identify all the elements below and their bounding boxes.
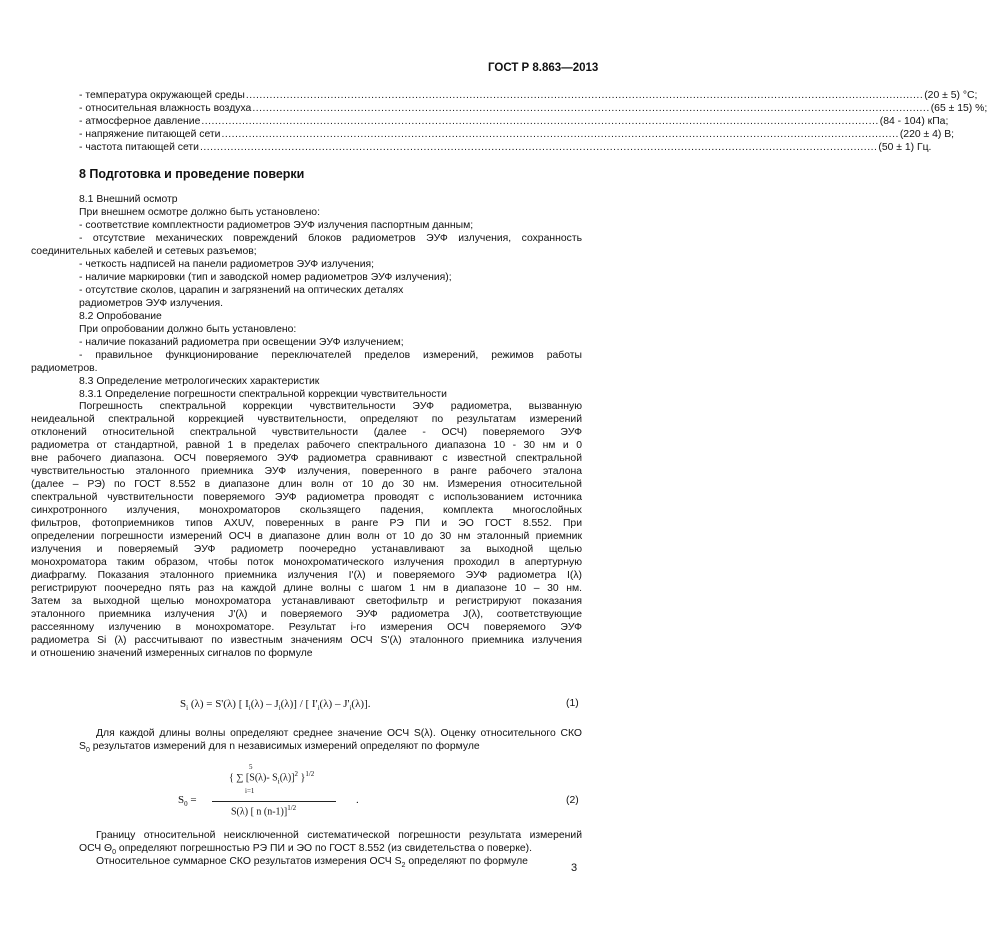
text-line: При внешнем осмотре должно быть установлено: (79, 207, 320, 218)
text-line: спектральной чувствительности поверяемого ЭУФ радиометра проводят с использованием источника (31, 492, 582, 503)
text-line: излучения и поверяемый ЭУФ радиометр поочередно устанавливают за выходной щелью (31, 544, 582, 555)
text-line: рассеянному излучению в монохроматоре. Результат i-го измерения ОСЧ поверяемого ЭУФ (31, 622, 582, 633)
condition-row (79, 129, 955, 140)
condition-row (79, 90, 978, 101)
text-line: - наличие маркировки (тип и заводской номер радиометров ЭУФ излучения); (79, 272, 452, 283)
condition-label: - частота питающей сети (79, 142, 199, 153)
condition-value: (84 - 104) кПа; (879, 116, 949, 127)
sum-lower-limit: i=1 (245, 787, 255, 795)
text-line: - правильное функционирование переключателей пределов измерений, режимов работы (79, 350, 582, 361)
equation-1: $S_i$ (λ) = S'(λ) [ $I_i(\lambda) - J_i(\lambda)$] / [ $I'_i(\lambda) - J'_i(\lambda)$]. (180, 698, 371, 713)
condition-value: (220 ± 4) В; (899, 129, 955, 140)
text-line: При опробовании должно быть установлено: (79, 324, 297, 335)
text-line: 8.1 Внешний осмотр (79, 194, 178, 205)
sum-upper-limit: 5 (249, 763, 253, 771)
condition-row (79, 103, 987, 114)
text-line: - четкость надписей на панели радиометров ЭУФ излучения; (79, 259, 375, 270)
text-line: диафрагму. Показания эталонного приемника излучения I'(λ) и поверяемого ЭУФ радиометра I(λ) (31, 570, 582, 581)
text-line: неидеальной спектральной коррекцией чувствительности, определяют по результатам измерений (31, 414, 582, 425)
text-line: вне рабочего диапазона. ОСЧ поверяемого ЭУФ радиометра сравнивают с известной спектральной (31, 453, 582, 464)
text-line: - отсутствие механических повреждений блоков радиометров ЭУФ излучения, сохранность (79, 233, 582, 244)
text-line: и отношению значений измеренных сигналов по формуле (31, 648, 313, 659)
equation-2-dot: . (356, 794, 359, 806)
text-line: - соответствие комплектности радиометров ЭУФ излучения паспортным данным; (79, 220, 474, 231)
text-line: отклонений относительной спектральной чувствительности (далее - ОСЧ) поверяемого ЭУФ (31, 427, 582, 438)
condition-value: (65 ± 15) %; (930, 103, 987, 114)
text-line: регистрируют поочередно пять раз на каждой длине волны с шагом 1 нм в диапазоне 10 – 30 нм. (31, 583, 582, 594)
text-line: (далее – РЭ) по ГОСТ 8.552 в диапазоне длин волн от 10 до 30 нм. Измерения относительной (31, 479, 582, 490)
text-line: монохроматора таким образом, чтобы поток монохроматического излучения проходил в апертурную (31, 557, 582, 568)
text-line: радиометра от стандартной, равной 1 в пределах рабочего спектрального диапазона 10 - 30 нм и 0 (31, 440, 582, 451)
closing-line-2: ОСЧ $\Theta_0$ определяют погрешностью РЭ ПИ и ЭО по ГОСТ 8.552 (из свидетельства о поверке). (79, 843, 532, 857)
condition-label: - атмосферное давление (79, 116, 201, 127)
condition-row (79, 116, 949, 127)
leader-dots: ........................................................................................................................................................................................................ (201, 116, 879, 127)
text-line: радиометра Si (λ) рассчитывают по известным значениям ОСЧ S'(λ) эталонного приемника излучения (31, 635, 582, 646)
after-eq1-line-2: $S_0$ результатов измерений для n независимых измерений определяют по формуле (79, 741, 480, 755)
document-header: ГОСТ Р 8.863—2013 (488, 62, 599, 74)
equation-2-numerator: { ∑ [S(λ)- $S_i(\lambda)]^2$ }$^{1/2}$ (229, 770, 315, 786)
condition-row (79, 142, 932, 153)
leader-dots: ........................................................................................................................................................................................................ (245, 90, 924, 101)
equation-2-denominator: S(λ) [ n (n-1)]$^{1/2}$ (231, 804, 297, 818)
condition-label: - температура окружающей среды (79, 90, 245, 101)
page-number: 3 (571, 862, 578, 874)
text-line: Затем за выходной щелью монохроматора устанавливают светофильтр и регистрируют показания (31, 596, 582, 607)
text-line: - наличие показаний радиометра при освещении ЭУФ излучением; (79, 337, 404, 348)
text-line: - отсутствие сколов, царапин и загрязнений на оптических деталях (79, 285, 404, 296)
fraction-bar (212, 801, 336, 802)
equation-2-lhs: $S_0$ = (178, 794, 197, 809)
after-eq1-line-1: Для каждой длины волны определяют среднее значение ОСЧ S(λ). Оценку относительного СКО (96, 728, 582, 739)
section-title: 8 Подготовка и проведение поверки (79, 167, 305, 181)
text-line: Погрешность спектральной коррекции чувствительности ЭУФ радиометра, вызванную (79, 401, 582, 412)
condition-label: - относительная влажность воздуха (79, 103, 252, 114)
text-line: эталонного приемника излучения J'(λ) и поверяемого ЭУФ радиометра J(λ), соответствующие (31, 609, 582, 620)
text-line: 8.3.1 Определение погрешности спектральной коррекции чувствительности (79, 389, 447, 400)
equation-2-number: (2) (566, 795, 579, 806)
text-line: фильтров, фотоприемников типов AXUV, поверенных в ранге РЭ ПИ и ЭО ГОСТ 8.552. При (31, 518, 582, 529)
text-line: 8.3 Определение метрологических характеристик (79, 376, 320, 387)
text-line: соединительных кабелей и сетевых разъемов; (31, 246, 257, 257)
condition-value: (20 ± 5) °С; (924, 90, 978, 101)
text-line: чувствительностью эталонного приемника ЭУФ излучения, поверенного в ранге рабочего эталона (31, 466, 582, 477)
leader-dots: ........................................................................................................................................................................................................ (221, 129, 899, 140)
condition-label: - напряжение питающей сети (79, 129, 221, 140)
leader-dots: ........................................................................................................................................................................................................ (199, 142, 878, 153)
closing-line-1: Границу относительной неисключенной систематической погрешности результата измерений (96, 830, 582, 841)
equation-1-number: (1) (566, 698, 579, 709)
text-line: радиометров. (31, 363, 98, 374)
text-line: определении погрешности измерений ОСЧ в диапазоне длин волн от 10 до 30 нм эталонный приемник (31, 531, 582, 542)
leader-dots: ........................................................................................................................................................................................................ (252, 103, 930, 114)
text-line: радиометров ЭУФ излучения. (79, 298, 223, 309)
condition-value: (50 ± 1) Гц. (878, 142, 932, 153)
closing-line-3: Относительное суммарное СКО результатов измерения ОСЧ $S_2$ определяют по формуле (96, 856, 528, 870)
text-line: 8.2 Опробование (79, 311, 162, 322)
text-line: синхротронного излучения, монохроматоров скользящего падения, комплекта многослойных (31, 505, 582, 516)
